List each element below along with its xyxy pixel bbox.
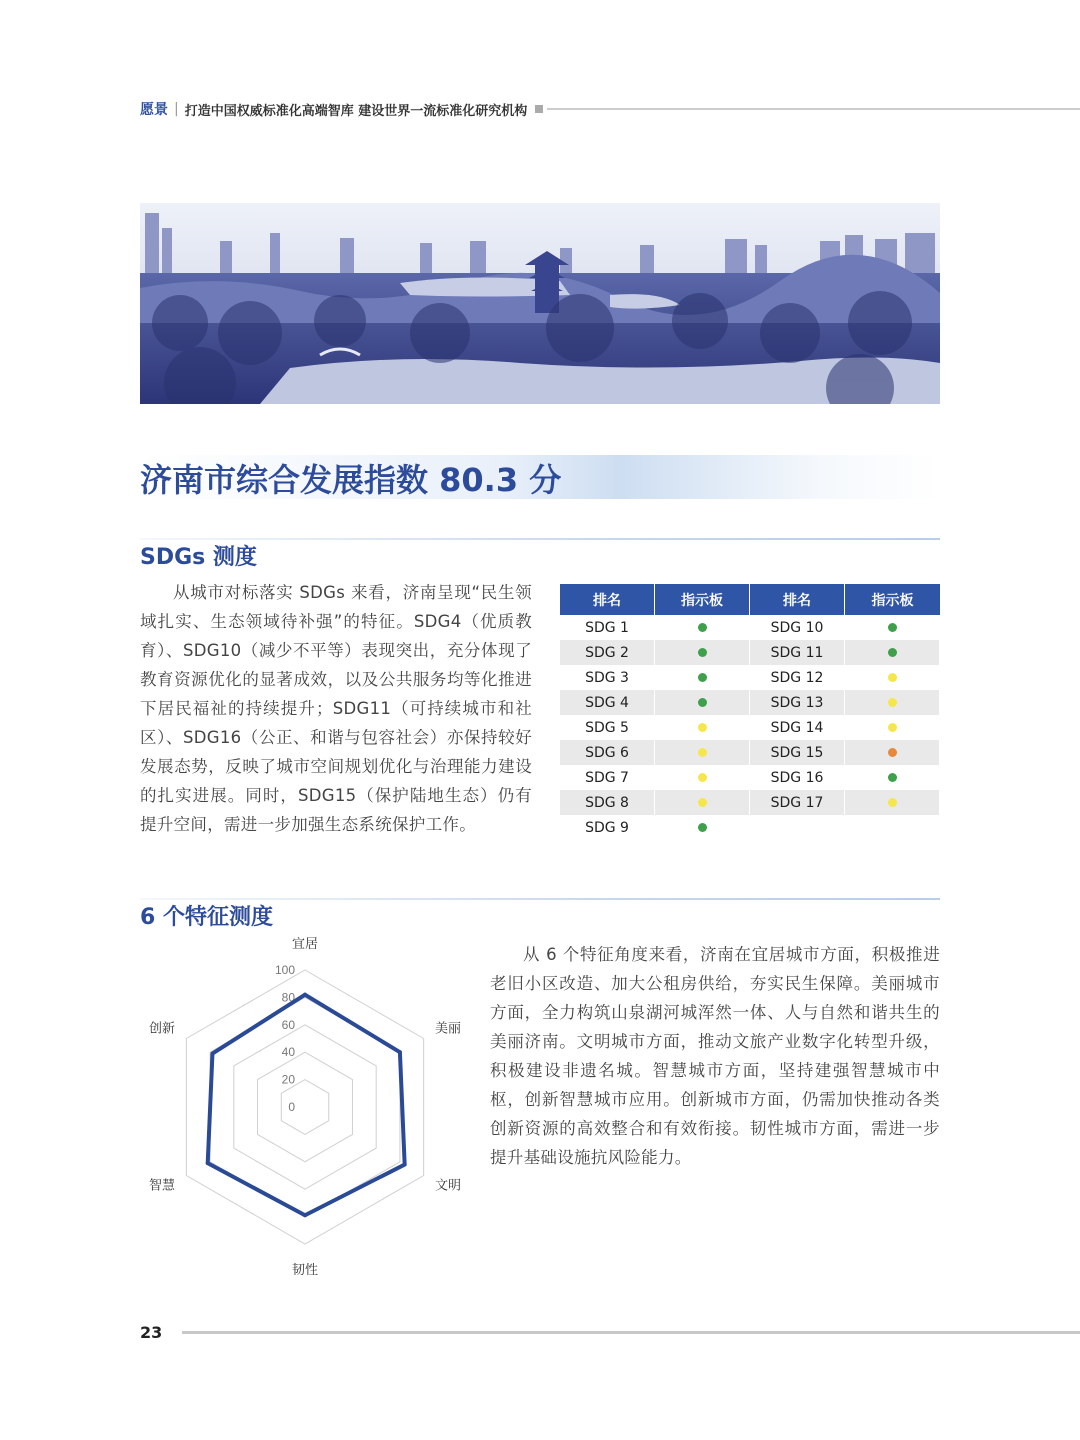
six-feature-radar-chart	[140, 935, 470, 1275]
radar-tick-label: 80	[281, 990, 295, 1005]
main-title-text: 济南市综合发展指数 80.3 分	[140, 461, 562, 499]
radar-tick-label: 60	[281, 1017, 295, 1032]
section-heading-features	[140, 900, 940, 934]
dashboard-cell	[845, 665, 940, 690]
sdg-label-cell: SDG 15	[750, 740, 845, 765]
sdg-paragraph-text: 从城市对标落实 SDGs 来看，济南呈现“民生领域扎实、生态领域待补强”的特征。SDG4（优质教育）、SDG10（减少不平等）表现突出，充分体现了教育资源优化的显著成效，以及公共服务均等化推进下居民福祉的持续提升；SDG11（可持续城市和社区）、SDG16（公正、和谐与包容社会）亦保持较好发展态势，反映了城市空间规划优化与治理能力建设的扎实进展。同时，SDG15（保护陆地生态）仍有提升空间，需进一步加强生态系统保护工作。	[140, 583, 532, 834]
sdg-label-cell	[750, 815, 845, 840]
sdg-label-cell: SDG 5	[560, 715, 655, 740]
status-dot-icon	[888, 673, 897, 682]
status-dot-icon	[888, 798, 897, 807]
dashboard-cell	[845, 790, 940, 815]
radar-point	[398, 1050, 402, 1054]
radar-tick-label: 0	[288, 1100, 295, 1114]
status-dot-icon	[698, 773, 707, 782]
sdg-label-cell: SDG 14	[750, 715, 845, 740]
table-row	[560, 715, 940, 740]
radar-grid-ring	[210, 997, 400, 1216]
radar-point	[303, 993, 307, 997]
header-rank-left: 排名	[560, 584, 655, 615]
status-dot-icon	[698, 748, 707, 757]
section-title-features: 6 个特征测度	[140, 905, 273, 930]
radar-axis-label: 韧性	[291, 1263, 319, 1275]
header-square-marker	[535, 105, 543, 113]
radar-axis-label: 文明	[434, 1178, 461, 1194]
running-header	[140, 97, 1080, 121]
header-dashboard-right: 指示板	[845, 584, 940, 615]
radar-tick-label: 40	[281, 1045, 295, 1060]
table-row	[560, 765, 940, 790]
radar-axis-label: 创新	[149, 1021, 176, 1037]
dashboard-cell	[845, 640, 940, 665]
feature-paragraph	[490, 940, 940, 1172]
section-rule	[140, 898, 940, 900]
table-body	[560, 615, 940, 840]
radar-point	[210, 1052, 214, 1056]
status-dot-icon	[888, 623, 897, 632]
feature-paragraph-text: 从 6 个特征角度来看，济南在宜居城市方面，积极推进老旧小区改造、加大公租房供给，夯实民生保障。美丽城市方面，全力构筑山泉湖河城浑然一体、人与自然和谐共生的美丽济南。文明城市方面，推动文旅产业数字化转型升级，积极建设非遗名城。智慧城市方面，坚持建强智慧城市中枢，创新智慧城市应用。创新城市方面，仍需加快推动各类创新资源的高效整合和有效衔接。韧性城市方面，需进一步提升基础设施抗风险能力。	[490, 945, 940, 1167]
table-header-row	[560, 584, 940, 615]
dashboard-cell	[655, 815, 750, 840]
radar-grid-ring	[258, 1052, 353, 1162]
section-heading-sdgs	[140, 540, 940, 574]
dashboard-cell	[845, 765, 940, 790]
sdg-paragraph	[140, 578, 532, 839]
sdg-label-cell: SDG 13	[750, 690, 845, 715]
footer-rule	[182, 1331, 1080, 1334]
status-dot-icon	[698, 698, 707, 707]
radar-grid-ring	[234, 1025, 376, 1189]
radar-grid-ring	[186, 970, 423, 1244]
section-title-sdgs: SDGs 测度	[140, 545, 257, 570]
page-number: 23	[140, 1322, 163, 1342]
sdg-label-cell: SDG 11	[750, 640, 845, 665]
sdg-label-cell: SDG 9	[560, 815, 655, 840]
main-title	[140, 455, 940, 499]
status-dot-icon	[888, 698, 897, 707]
table-row	[560, 740, 940, 765]
status-dot-icon	[888, 723, 897, 732]
radar-axis-label: 美丽	[434, 1021, 461, 1037]
header-dashboard-left: 指示板	[655, 584, 750, 615]
sdg-label-cell: SDG 8	[560, 790, 655, 815]
header-rank-right: 排名	[750, 584, 845, 615]
sdg-label-cell: SDG 7	[560, 765, 655, 790]
radar-point	[303, 1213, 307, 1217]
dashboard-cell	[655, 640, 750, 665]
dashboard-cell	[845, 815, 940, 840]
city-landscape-image	[140, 203, 940, 404]
status-dot-icon	[698, 723, 707, 732]
sdg-label-cell: SDG 4	[560, 690, 655, 715]
dashboard-cell	[655, 715, 750, 740]
dashboard-cell	[845, 740, 940, 765]
radar-series-line	[208, 995, 405, 1216]
dashboard-cell	[655, 615, 750, 640]
table-row	[560, 690, 940, 715]
radar-tick-label: 100	[274, 963, 295, 977]
dashboard-cell	[845, 690, 940, 715]
sdg-label-cell: SDG 3	[560, 665, 655, 690]
status-dot-icon	[698, 798, 707, 807]
table-row	[560, 615, 940, 640]
sdg-label-cell: SDG 17	[750, 790, 845, 815]
dashboard-cell	[655, 690, 750, 715]
dashboard-cell	[845, 715, 940, 740]
radar-axis-label: 智慧	[149, 1178, 176, 1194]
radar-axis-label: 宜居	[291, 937, 319, 952]
table-row	[560, 640, 940, 665]
dashboard-cell	[845, 615, 940, 640]
status-dot-icon	[698, 823, 707, 832]
sdg-label-cell: SDG 10	[750, 615, 845, 640]
header-slogan: 打造中国权威标准化高端智库 建设世界一流标准化研究机构	[184, 103, 528, 119]
page-footer	[140, 1318, 1080, 1346]
header-rule	[547, 108, 1080, 110]
dashboard-cell	[655, 765, 750, 790]
table-row	[560, 790, 940, 815]
table-row	[560, 815, 940, 840]
sdg-label-cell: SDG 16	[750, 765, 845, 790]
sdg-label-cell: SDG 6	[560, 740, 655, 765]
table-row	[560, 665, 940, 690]
status-dot-icon	[698, 673, 707, 682]
radar-point	[206, 1161, 210, 1165]
radar-point	[403, 1163, 407, 1167]
dashboard-cell	[655, 790, 750, 815]
sdg-dashboard-table	[560, 584, 940, 840]
status-dot-icon	[698, 648, 707, 657]
status-dot-icon	[698, 623, 707, 632]
sdg-label-cell: SDG 2	[560, 640, 655, 665]
status-dot-icon	[888, 748, 897, 757]
section-rule	[140, 538, 940, 540]
status-dot-icon	[888, 648, 897, 657]
radar-tick-label: 20	[281, 1072, 295, 1087]
header-separator: |	[174, 101, 179, 117]
dashboard-cell	[655, 665, 750, 690]
dashboard-cell	[655, 740, 750, 765]
sdg-label-cell: SDG 1	[560, 615, 655, 640]
sdg-label-cell: SDG 12	[750, 665, 845, 690]
status-dot-icon	[888, 773, 897, 782]
header-vision-label: 愿景	[140, 102, 168, 118]
